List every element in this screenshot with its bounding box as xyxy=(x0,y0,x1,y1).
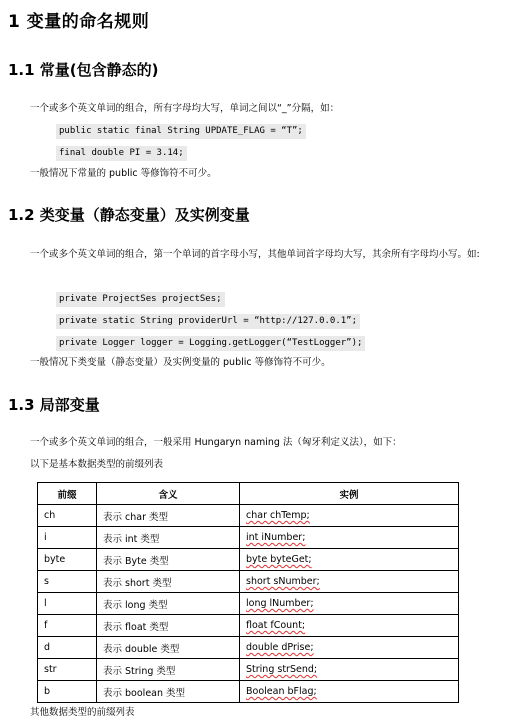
table-row xyxy=(38,571,459,593)
table-row xyxy=(38,659,459,681)
table-cell: i xyxy=(38,527,97,549)
table-cell: 表示 long 类型 xyxy=(97,593,240,615)
table-cell: double dPrise; xyxy=(240,637,459,659)
table-row xyxy=(38,637,459,659)
table-cell: String strSend; xyxy=(240,659,459,681)
table-cell: str xyxy=(38,659,97,681)
column-header: 含义 xyxy=(97,483,240,505)
code-line: private Logger logger = Logging.getLogger(“TestLogger”); xyxy=(56,336,365,351)
class-variables-note: 一般情况下类变量（静态变量）及实例变量的 public 等修饰符不可少。 xyxy=(30,357,331,368)
table-cell: 表示 boolean 类型 xyxy=(97,681,240,703)
table-cell: s xyxy=(38,571,97,593)
table-cell: 表示 short 类型 xyxy=(97,571,240,593)
prefix-table xyxy=(37,482,459,703)
table-cell: byte byteGet; xyxy=(240,549,459,571)
table-cell: 表示 float 类型 xyxy=(97,615,240,637)
table-cell: float fCount; xyxy=(240,615,459,637)
table-cell: byte xyxy=(38,549,97,571)
page-title: 1 变量的命名规则 xyxy=(8,12,150,32)
table-row xyxy=(38,681,459,703)
column-header: 实例 xyxy=(240,483,459,505)
table-cell: long lNumber; xyxy=(240,593,459,615)
table-caption: 其他数据类型的前缀列表 xyxy=(30,707,135,718)
code-line: private static String providerUrl = “http://127.0.0.1”; xyxy=(56,314,360,329)
table-cell: 表示 int 类型 xyxy=(97,527,240,549)
table-cell: Boolean bFlag; xyxy=(240,681,459,703)
constants-note: 一般情况下常量的 public 等修饰符不可少。 xyxy=(30,168,217,179)
table-cell: b xyxy=(38,681,97,703)
table-row xyxy=(38,593,459,615)
table-cell: int iNumber; xyxy=(240,527,459,549)
code-line: final double PI = 3.14; xyxy=(56,146,187,161)
table-header-row xyxy=(38,483,459,505)
prefix-table-intro: 以下是基本数据类型的前缀列表 xyxy=(30,459,164,470)
table-row xyxy=(38,505,459,527)
table-row xyxy=(38,527,459,549)
local-variables-description: 一个或多个英文单词的组合，一般采用 Hungaryn naming 法（匈牙利定义法），如下： xyxy=(30,437,402,448)
table-cell: short sNumber; xyxy=(240,571,459,593)
section-title-class-variables: 1.2 类变量（静态变量）及实例变量 xyxy=(8,206,250,224)
section-title-constants: 1.1 常量(包含静态的) xyxy=(8,61,159,79)
table-cell: char chTemp; xyxy=(240,505,459,527)
table-row xyxy=(38,549,459,571)
code-line: private ProjectSes projectSes; xyxy=(56,292,225,307)
table-cell: 表示 Byte 类型 xyxy=(97,549,240,571)
table-cell: ch xyxy=(38,505,97,527)
table-cell: 表示 String 类型 xyxy=(97,659,240,681)
constants-description: 一个或多个英文单词的组合，所有字母均大写，单词之间以“_”分隔，如： xyxy=(30,103,340,114)
code-line: public static final String UPDATE_FLAG = “T”; xyxy=(56,124,306,139)
section-title-local-variables: 1.3 局部变量 xyxy=(8,396,100,414)
class-variables-description: 一个或多个英文单词的组合，第一个单词的首字母小写，其他单词首字母均大写，其余所有字母均小写。如: xyxy=(30,249,480,260)
table-cell: l xyxy=(38,593,97,615)
table-cell: f xyxy=(38,615,97,637)
table-cell: 表示 char 类型 xyxy=(97,505,240,527)
table-cell: 表示 double 类型 xyxy=(97,637,240,659)
column-header: 前缀 xyxy=(38,483,97,505)
table-cell: d xyxy=(38,637,97,659)
table-row xyxy=(38,615,459,637)
